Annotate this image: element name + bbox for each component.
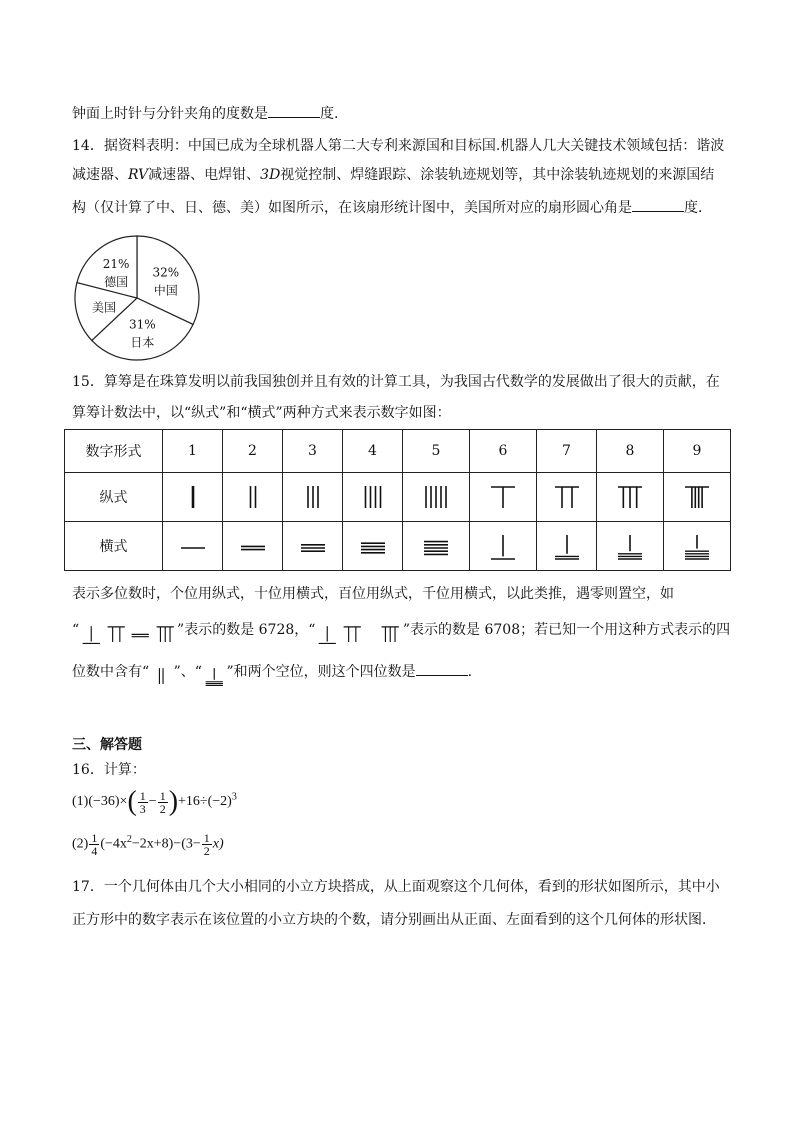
expr: (−36)×: [88, 794, 128, 810]
horizontal-rod-cell: [223, 522, 283, 571]
q15-text: ”和两个空位，则这个四位数是: [226, 664, 416, 680]
part-label: (1): [72, 794, 89, 810]
q14-text: 减速器、: [72, 167, 128, 183]
expr: x): [212, 836, 224, 852]
digit-cell: 4: [343, 430, 403, 473]
rod-h-9-icon: [680, 532, 714, 560]
q15-text: .: [467, 664, 473, 680]
pie-value-label: 21%: [102, 257, 130, 272]
q13-text: 钟面上时针与分针夹角的度数是: [72, 106, 268, 122]
rod-h-7-icon: [550, 532, 584, 560]
q13-tail-line: [72, 103, 338, 124]
digit-cell: 6: [470, 430, 537, 473]
q17-line2: 正方形中的数字表示在该位置的小立方块的个数，请分别画出从正面、左面看到的这个几何体的形状图．: [72, 912, 716, 928]
numerator: 1: [203, 831, 210, 845]
q16-title: 16．计算：: [72, 762, 146, 778]
rod-v-5-icon: [419, 483, 453, 511]
rod-v-7-icon: [104, 624, 128, 644]
vertical-rod-cell: [470, 473, 537, 522]
rod-h-2-icon: [236, 532, 270, 560]
rod-v-1-icon: [176, 483, 210, 511]
vertical-rod-cell: [343, 473, 403, 522]
rod-h-4-icon: [356, 532, 390, 560]
q14-line2: [72, 165, 714, 185]
digit-cell: 9: [664, 430, 731, 473]
numerator: 1: [91, 831, 98, 845]
rod-h-6-icon: [79, 624, 103, 644]
rod-v-3-icon: [296, 483, 330, 511]
q15-text: “: [72, 622, 80, 638]
fraction: [202, 832, 212, 857]
vertical-rod-cell: [223, 473, 283, 522]
denominator: 2: [159, 801, 166, 816]
pie-category-label: 德国: [104, 275, 129, 290]
digit-cell: 3: [283, 430, 343, 473]
fraction: [89, 832, 99, 857]
q15-line3: 表示多位数时，个位用纵式，十位用横式，百位用纵式，千位用横式，以此类推，遇零则置空，如: [72, 586, 674, 602]
table-header-label: 数字形式: [65, 430, 163, 473]
vertical-rod-cell: [664, 473, 731, 522]
pie-chart: [72, 233, 202, 363]
paren-open: (: [127, 786, 137, 817]
horizontal-rod-cell: [163, 522, 223, 571]
q14-text: 减速器、电焊钳、: [148, 167, 261, 183]
q17-line1: 17．一个几何体由几个大小相同的小立方块搭成，从上面观察这个几何体，看到的形状如图所示，其中小: [72, 879, 720, 895]
counting-rods-table: [64, 429, 731, 571]
q14-line3: [72, 197, 712, 218]
q14-line1: 14．据资料表明：中国已成为全球机器人第二大专利来源国和目标国.机器人几大关键技术领域包括：谐波: [72, 138, 725, 154]
rod-v-8-icon: [613, 483, 647, 511]
denominator: 3: [139, 801, 146, 816]
q14-unit: 度．: [684, 200, 712, 216]
q16-part1: [72, 788, 237, 816]
rod-h-6-icon: [486, 532, 520, 560]
pie-value-label: 32%: [152, 265, 180, 280]
numerator: 1: [139, 788, 146, 803]
vertical-rod-cell: [597, 473, 664, 522]
horizontal-rod-cell: [537, 522, 597, 571]
horizontal-rod-cell: [597, 522, 664, 571]
rod-v-7-icon: [340, 624, 364, 644]
rod-h-6-icon: [315, 624, 339, 644]
q13-unit: 度.: [320, 106, 339, 122]
rod-numeral-6708: [315, 624, 402, 644]
section-title: 三、解答题: [72, 737, 142, 753]
exponent: 2: [126, 834, 132, 846]
digit-cell: 5: [403, 430, 470, 473]
q15-text: ”表示的数是 6728，“: [177, 622, 316, 638]
rod-h-5-icon: [419, 532, 453, 560]
q14-rv: RV: [128, 167, 149, 183]
rod-h-1-icon: [176, 532, 210, 560]
q14-text: 视觉控制、焊缝跟踪、涂装轨迹规划等，其中涂装轨迹规划的来源国结: [280, 167, 715, 183]
q14-text: 构（仅计算了中、日、德、美）如图所示，在该扇形统计图中，美国所对应的扇形圆心角是: [72, 200, 632, 216]
horizontal-rod-cell: [343, 522, 403, 571]
exponent: 3: [231, 791, 237, 803]
horizontal-rod-cell: [664, 522, 731, 571]
vertical-rod-cell: [283, 473, 343, 522]
rod-numeral-vertical-2: [149, 666, 173, 686]
pie-value-label: 31%: [128, 317, 156, 332]
q15-text: ”、“: [173, 664, 202, 680]
answer-blank: [632, 197, 684, 212]
digit-cell: 1: [163, 430, 223, 473]
vertical-rod-cell: [163, 473, 223, 522]
q15-line4: [72, 620, 730, 644]
fraction: [138, 790, 148, 815]
q15-text: 位数中含有“: [72, 664, 150, 680]
rod-v-7-icon: [550, 483, 584, 511]
rod-h-8-icon: [613, 532, 647, 560]
q15-text: ”表示的数是 6708；若已知一个用这种方式表示的四: [402, 622, 731, 638]
rod-numeral-horizontal-8: [202, 666, 226, 686]
pie-category-label: 日本: [130, 335, 155, 350]
expr: −: [148, 794, 157, 810]
pie-category-label: 中国: [153, 283, 178, 298]
part-label: (2): [72, 836, 89, 852]
horizontal-rod-cell: [283, 522, 343, 571]
horizontal-rod-cell: [470, 522, 537, 571]
rod-h-2-icon: [128, 624, 152, 644]
paren-close: ): [168, 786, 179, 817]
q15-line5: [72, 661, 472, 686]
answer-blank: [416, 661, 468, 676]
rod-v-2-icon: [236, 483, 270, 511]
rod-v-8-icon: [153, 624, 177, 644]
digit-cell: 8: [597, 430, 664, 473]
row-label-horizontal: 横式: [65, 522, 163, 571]
q15-line2: 算筹计数法中，以“纵式”和“横式”两种方式来表示数字如图：: [72, 405, 451, 421]
expr: −2x+8)−(3−: [131, 836, 201, 852]
rod-h-8-icon: [202, 666, 226, 686]
digit-cell: 2: [223, 430, 283, 473]
rod-v-4-icon: [356, 483, 390, 511]
vertical-rod-cell: [403, 473, 470, 522]
fraction: [158, 790, 168, 815]
rod-numeral-6728: [79, 624, 177, 644]
denominator: 4: [91, 844, 98, 858]
q15-line1: 15．算筹是在珠算发明以前我国独创并且有效的计算工具，为我国古代数学的发展做出了很大的贡献，在: [72, 374, 720, 390]
horizontal-rod-cell: [403, 522, 470, 571]
answer-blank: [268, 103, 320, 118]
expr: +16÷(−2): [178, 794, 232, 810]
vertical-rod-cell: [537, 473, 597, 522]
expr: (−4x: [100, 836, 127, 852]
rod-v-6-icon: [486, 483, 520, 511]
rod-v-2-icon: [149, 666, 173, 686]
rod-v-8-icon: [378, 624, 402, 644]
row-label-vertical: 纵式: [65, 473, 163, 522]
pie-category-label: 美国: [91, 300, 116, 315]
denominator: 2: [203, 844, 210, 858]
numerator: 1: [159, 788, 166, 803]
digit-cell: 7: [537, 430, 597, 473]
q14-3d: 3D: [260, 167, 281, 183]
rod-v-9-icon: [680, 483, 714, 511]
rod-h-3-icon: [296, 532, 330, 560]
q16-part2: [72, 832, 224, 857]
